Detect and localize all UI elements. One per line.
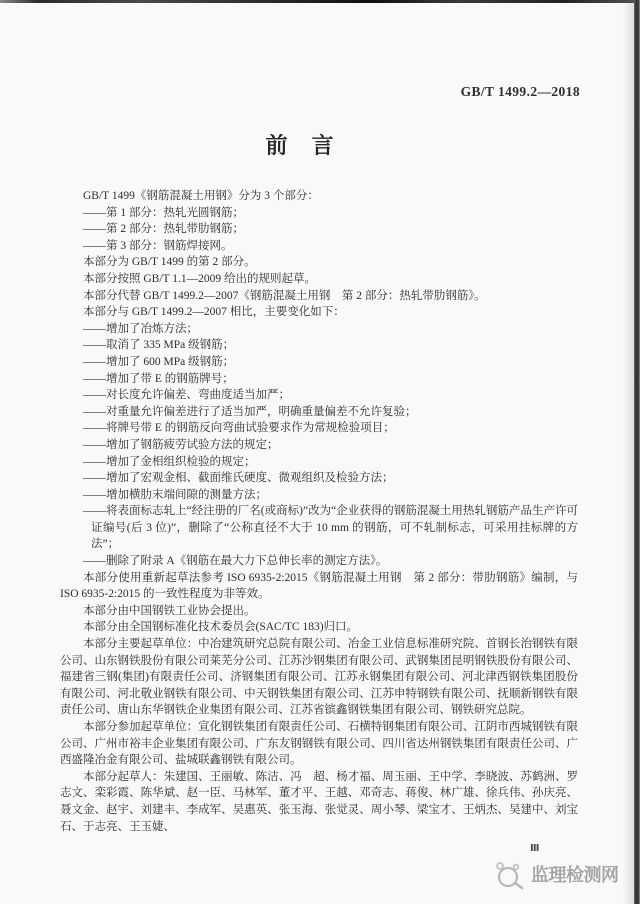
foreword-paragraph: ——第 3 部分：钢筋焊接网。 (83, 239, 233, 252)
foreword-paragraph: GB/T 1499《钢筋混凝土用钢》分为 3 个部分： (83, 190, 319, 202)
scan-top-edge (0, 0, 640, 3)
page-title: 前 言 (265, 133, 335, 158)
foreword-paragraph: ——增加了钢筋疲劳试验方法的规定； (83, 438, 279, 451)
foreword-body (60, 188, 578, 835)
standard-number: GB/T 1499.2—2018 (460, 84, 580, 99)
watermark-logo-icon (492, 858, 526, 890)
foreword-paragraph: 本部分按照 GB/T 1.1—2009 给出的规则起草。 (83, 272, 316, 285)
watermark (492, 858, 619, 890)
foreword-paragraph: 本部分主要起草单位：中冶建筑研究总院有限公司、冶金工业信息标准研究院、首钢长治钢铁有限公司、山东钢铁股份有限公司莱芜分公司、江苏沙钢集团有限公司、武钢集团昆明钢铁股份有限公司、福建省三钢(集团)有限责任公司、济钢集团有限公司、江苏永钢集团有限公司、河北津西钢铁集团股份有限公司、河北敬业钢铁有限公司、中天钢铁集团有限公司、江苏申特钢铁有限公司、抚顺新钢铁有限责任公司、唐山东华钢铁企业集团有限公司、江苏省镔鑫钢铁集团有限公司、钢铁研究总院。 (60, 638, 578, 717)
foreword-paragraph: 本部分由全国钢标准化技术委员会(SAC/TC 183)归口。 (83, 621, 359, 634)
foreword-paragraph: ——增加了带 E 的钢筋牌号； (83, 372, 234, 385)
foreword-paragraph: 本部分代替 GB/T 1499.2—2007《钢筋混凝土用钢 第 2 部分：热轧带肋钢筋》。 (83, 289, 486, 302)
foreword-paragraph: ——增加了 600 MPa 级钢筋； (83, 355, 235, 368)
foreword-paragraph: ——将牌号带 E 的钢筋反向弯曲试验要求作为常规检验项目； (83, 422, 395, 435)
foreword-paragraph: 本部分参加起草单位：宣化钢铁集团有限责任公司、石横特钢集团有限公司、江阴市西城钢铁有限公司、广州市裕丰企业集团有限公司、广东友钢钢铁有限公司、四川省达州钢铁集团有限责任公司、广西盛隆冶金有限公司、盐城联鑫钢铁有限公司。 (60, 721, 578, 767)
foreword-paragraph: ——增加了宏观金相、截面维氏硬度、微观组织及检验方法； (83, 472, 394, 485)
foreword-paragraph: ——第 1 部分：热轧光圆钢筋； (83, 206, 244, 219)
foreword-paragraph: ——将表面标志轧上“经注册的厂名(或商标)”改为“企业获得的钢筋混凝土用热轧钢筋产品生产许可证编号(后 3 位)”，删除了“公称直径不大于 10 mm 的钢筋，可不轧制标志，可采用挂标牌的方法”； (83, 505, 578, 551)
page-number: Ⅲ (530, 843, 540, 854)
foreword-paragraph: ——增加了金相组织检验的规定； (83, 455, 256, 468)
foreword-paragraph: ——增加了冶炼方法； (83, 322, 198, 335)
foreword-paragraph: 本部分起草人：朱建国、王丽敏、陈洁、冯 超、杨才福、周玉丽、王中学、李晓波、苏鹤洲、罗志文、栾彩霞、陈华斌、赵一臣、马林军、董才平、王越、邓奇志、蒋俊、林广雄、徐兵伟、孙庆亮、聂文金、赵宇、刘建丰、李成军、吴惠英、张玉海、张觉灵、周小琴、梁宝才、王炳杰、吴建中、刘宝石、于志亮、王玉婕、 (60, 770, 578, 833)
foreword-paragraph: 本部分使用重新起草法参考 ISO 6935-2:2015《钢筋混凝土用钢 第 2 部分：带肋钢筋》编制，与 ISO 6935-2:2015 的一致性程度为非等效。 (60, 571, 578, 601)
foreword-paragraph: ——取消了 335 MPa 级钢筋； (83, 339, 235, 352)
foreword-paragraph: ——对重量允许偏差进行了适当加严，明确重量偏差不允许复验； (83, 405, 417, 418)
foreword-paragraph: 本部分由中国钢铁工业协会提出。 (83, 604, 256, 617)
foreword-paragraph: ——删除了附录 A《钢筋在最大力下总伸长率的测定方法》。 (83, 555, 388, 568)
watermark-text: 监理检测网 (531, 865, 619, 885)
foreword-paragraph: 本部分与 GB/T 1499.2—2007 相比，主要变化如下： (83, 306, 345, 319)
scan-right-edge (634, 0, 640, 904)
foreword-paragraph: ——第 2 部分：热轧带肋钢筋； (83, 223, 244, 236)
foreword-paragraph: 本部分为 GB/T 1499 的第 2 部分。 (83, 256, 256, 269)
foreword-paragraph: ——对长度允许偏差、弯曲度适当加严； (83, 389, 290, 402)
scan-right-shadow (622, 3, 634, 904)
foreword-paragraph: ——增加横肋末端间隙的测量方法； (83, 488, 267, 501)
